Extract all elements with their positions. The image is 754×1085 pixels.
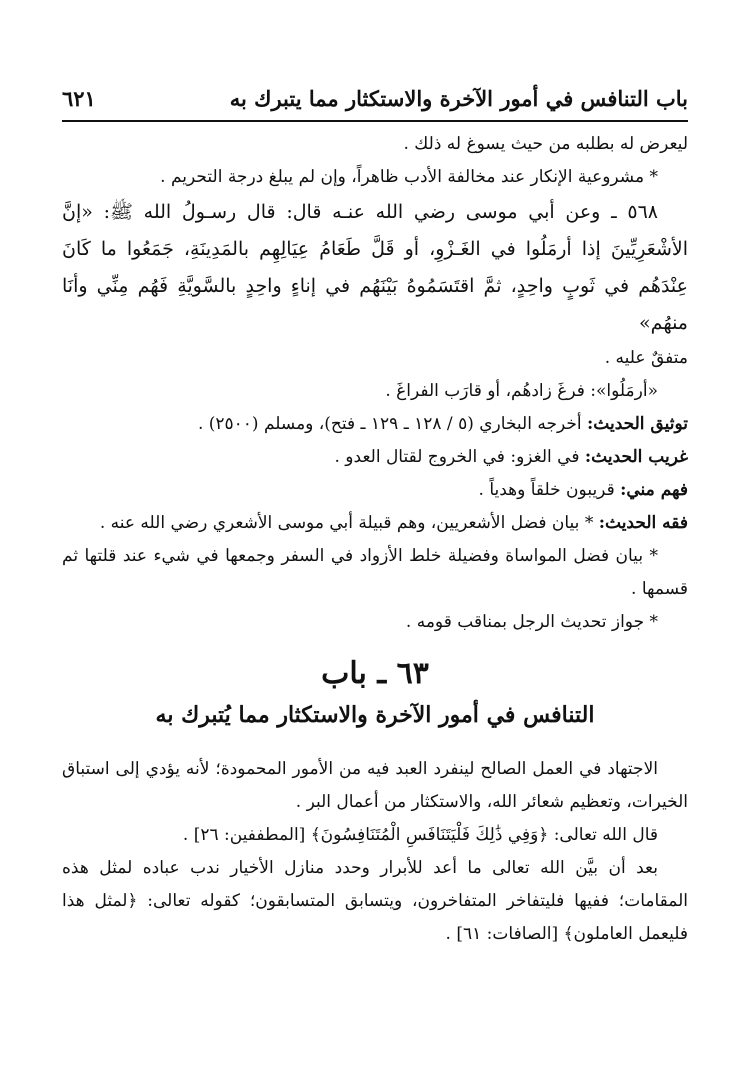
gharib-line [62,441,688,474]
header-title: باب التنافس في أمور الآخرة والاستكثار مما يتبرك به [229,86,688,111]
fiqh-text: * بيان فضل الأشعريين، وهم قبيلة أبي موسى الأشعري رضي الله عنه . [99,513,594,533]
hadith-source: متفقٌ عليه . [604,348,688,368]
chapter-paragraph: الاجتهاد في العمل الصالح لينفرد العبد فيه من الأمور المحمودة؛ لأنه يؤدي إلى استباق الخيرات، وتعظيم شعائر الله، والاستكثار من أعمال البر . [62,759,688,812]
word-explanation: «أرمَلُوا»: فرغَ زادهُم، أو قارَب الفراغَ . [385,381,658,401]
chapter-title: التنافس في أمور الآخرة والاستكثار مما يُتبرك به [155,702,595,728]
tawthiq-text: أخرجه البخاري (٥ / ١٢٨ ـ ١٢٩ ـ فتح)، ومسلم (٢٥٠٠) . [197,414,582,434]
fahum-label: فهم مني: [620,480,688,500]
chapter-verse: قال الله تعالى: ﴿وَفِي ذَٰلِكَ فَلْيَتَنَافَسِ الْمُتَنَافِسُونَ﴾ [المطففين: ٢٦] . [182,825,658,845]
book-page [62,80,688,944]
chapter-paragraph: بعد أن بيَّن الله تعالى ما أعد للأبرار وحدد منازل الأخيار ندب عباده لمثل هذه المقامات؛ ففيها فليتفاخر المتفاخرون، ويتسابق المتسابقون؛ كقوله تعالى: ﴿لمثل هذا فليعمل العاملون﴾ [الصافات: ٦١] . [62,858,688,944]
header-rule [62,120,688,122]
benefit-bullet: * بيان فضل المواساة وفضيلة خلط الأزواد في السفر وجمعها في شيء عند قلتها ثم قسمها . [62,546,688,599]
benefit-bullet: * جواز تحديث الرجل بمناقب قومه . [405,612,658,632]
continuation-line: ليعرض له بطلبه من حيث يسوغ له ذلك . [403,134,688,154]
tawthiq-line [62,408,688,441]
page-body [62,128,688,951]
hadith-text: ٥٦٨ ـ وعن أبي موسى رضي الله عنـه قال: قال رسـولُ الله ﷺ: «إنَّ الأشْعَرِيِّينَ إذا أرمَلُوا في الغَـزْوِ، أو قَلَّ طَعَامُ عِيَالِهِم بالمَدِينَةِ، جَمَعُوا ما كَانَ عِنْدَهُم في ثَوبٍ واحِدٍ، ثمَّ اقتَسَمُوهُ بَيْنَهُم في إناءٍ واحِدٍ بالسَّويَّةِ فَهُم مِنِّي وأنَا منهُم» [62,201,688,334]
fahum-text: قريبون خلقاً وهدياً . [478,480,615,500]
gharib-text: في الغزو: في الخروج لقتال العدو . [334,447,580,467]
running-header [62,80,688,120]
fahum-line [62,474,688,507]
fiqh-line [62,507,688,540]
tawthiq-label: توثيق الحديث: [587,414,688,434]
page-number: ٦٢١ [62,86,96,111]
fiqh-label: فقه الحديث: [598,513,688,533]
benefit-bullet: * مشروعية الإنكار عند مخالفة الأدب ظاهراً، وإن لم يبلغ درجة التحريم . [160,167,658,187]
chapter-number: ٦٣ ـ باب [321,656,429,691]
gharib-label: غريب الحديث: [584,447,688,467]
